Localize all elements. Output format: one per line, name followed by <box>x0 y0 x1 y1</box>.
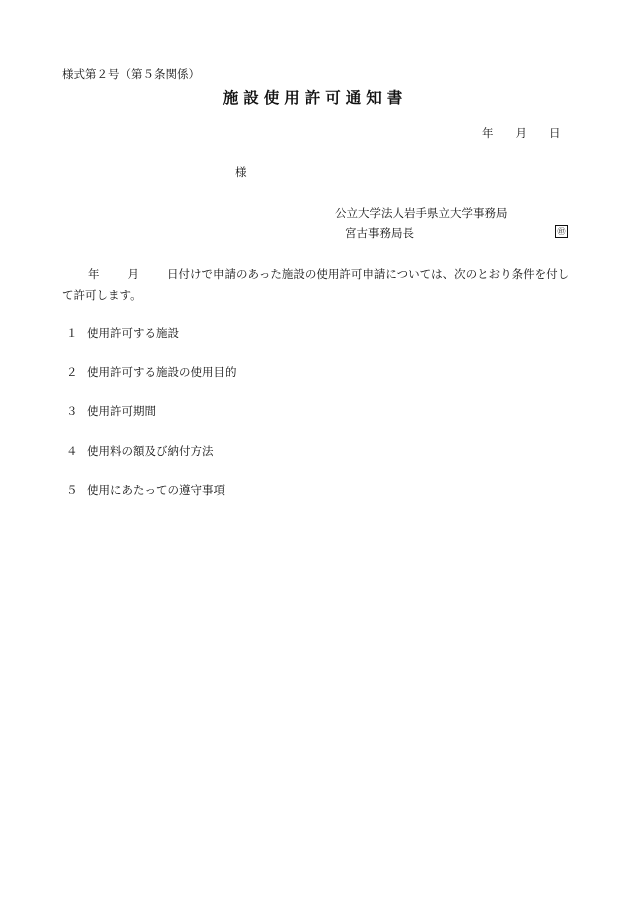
item-number: ５ <box>66 483 78 497</box>
list-item <box>66 325 179 341</box>
issue-date <box>482 125 561 141</box>
list-item <box>66 482 225 498</box>
item-number: １ <box>66 326 78 340</box>
item-number: ３ <box>66 404 78 418</box>
document-title: 施設使用許可通知書 <box>222 88 408 107</box>
item-label: 使用許可期間 <box>87 404 156 418</box>
addressee-suffix: 様 <box>235 165 247 179</box>
item-label: 使用にあたっての遵守事項 <box>87 483 225 497</box>
item-number: ２ <box>66 365 78 379</box>
seal-icon: ㊞ <box>555 225 568 238</box>
item-label: 使用許可する施設の使用目的 <box>87 365 237 379</box>
form-number: 様式第２号（第５条関係） <box>62 67 200 81</box>
issuer-organization: 公立大学法人岩手県立大学事務局 <box>335 206 508 220</box>
body-paragraph <box>62 264 570 306</box>
body-year-label: 年 <box>88 267 100 281</box>
body-text: 日付けで申請のあった施設の使用許可申請については、次のとおり条件を付して許可します。 <box>62 267 570 302</box>
date-day-label: 日 <box>549 126 561 140</box>
item-number: ４ <box>66 444 78 458</box>
list-item <box>66 364 237 380</box>
issuer-position: 宮古事務局長 <box>345 226 414 240</box>
body-month-label: 月 <box>127 267 139 281</box>
list-item <box>66 403 156 419</box>
date-year-label: 年 <box>482 126 494 140</box>
list-item <box>66 443 214 459</box>
item-label: 使用料の額及び納付方法 <box>87 444 214 458</box>
date-month-label: 月 <box>515 126 527 140</box>
item-label: 使用許可する施設 <box>87 326 179 340</box>
